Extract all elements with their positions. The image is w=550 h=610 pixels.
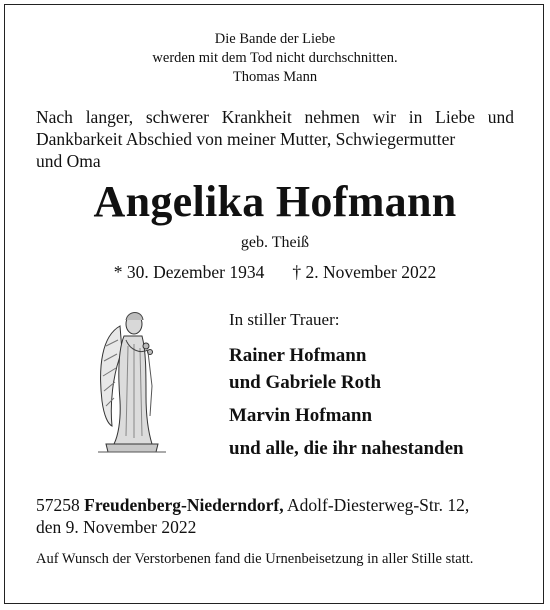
death-date: † 2. November 2022 xyxy=(292,262,437,282)
city: Freudenberg-Niederndorf, xyxy=(84,495,284,515)
life-dates xyxy=(0,262,550,283)
mourner-name: und Gabriele Roth xyxy=(229,372,382,393)
mourner-name: Rainer Hofmann xyxy=(229,345,367,366)
address-block xyxy=(36,494,514,538)
street: Adolf-Diesterweg-Str. 12, xyxy=(287,495,470,515)
deceased-name: Angelika Hofmann xyxy=(93,177,457,226)
mourner-name: und alle, die ihr nahestanden xyxy=(229,438,464,459)
intro-text-last-line: und Oma xyxy=(36,151,101,171)
date-line: den 9. November 2022 xyxy=(36,517,197,537)
quote-line-1: Die Bande der Liebe xyxy=(214,31,336,47)
quote-author: Thomas Mann xyxy=(232,69,318,85)
quote-line-2: werden mit dem Tod nicht durchschnitten. xyxy=(152,50,398,66)
intro-text: Nach langer, schwerer Krankheit nehmen wir in Liebe und Dankbarkeit Abschied von meiner Mutter, Schwiegermutter xyxy=(36,107,514,149)
birth-name: geb. Theiß xyxy=(240,234,310,251)
mourners-list xyxy=(229,342,464,462)
angel-statue-icon xyxy=(92,306,172,456)
burial-note: Auf Wunsch der Verstorbenen fand die Urnenbeisetzung in aller Stille statt. xyxy=(36,551,474,567)
quote-block xyxy=(0,30,550,87)
mourning-label: In stiller Trauer: xyxy=(229,310,340,329)
postal-code: 57258 xyxy=(36,495,80,515)
birth-date: * 30. Dezember 1934 xyxy=(113,262,265,282)
mourner-name: Marvin Hofmann xyxy=(229,405,373,426)
